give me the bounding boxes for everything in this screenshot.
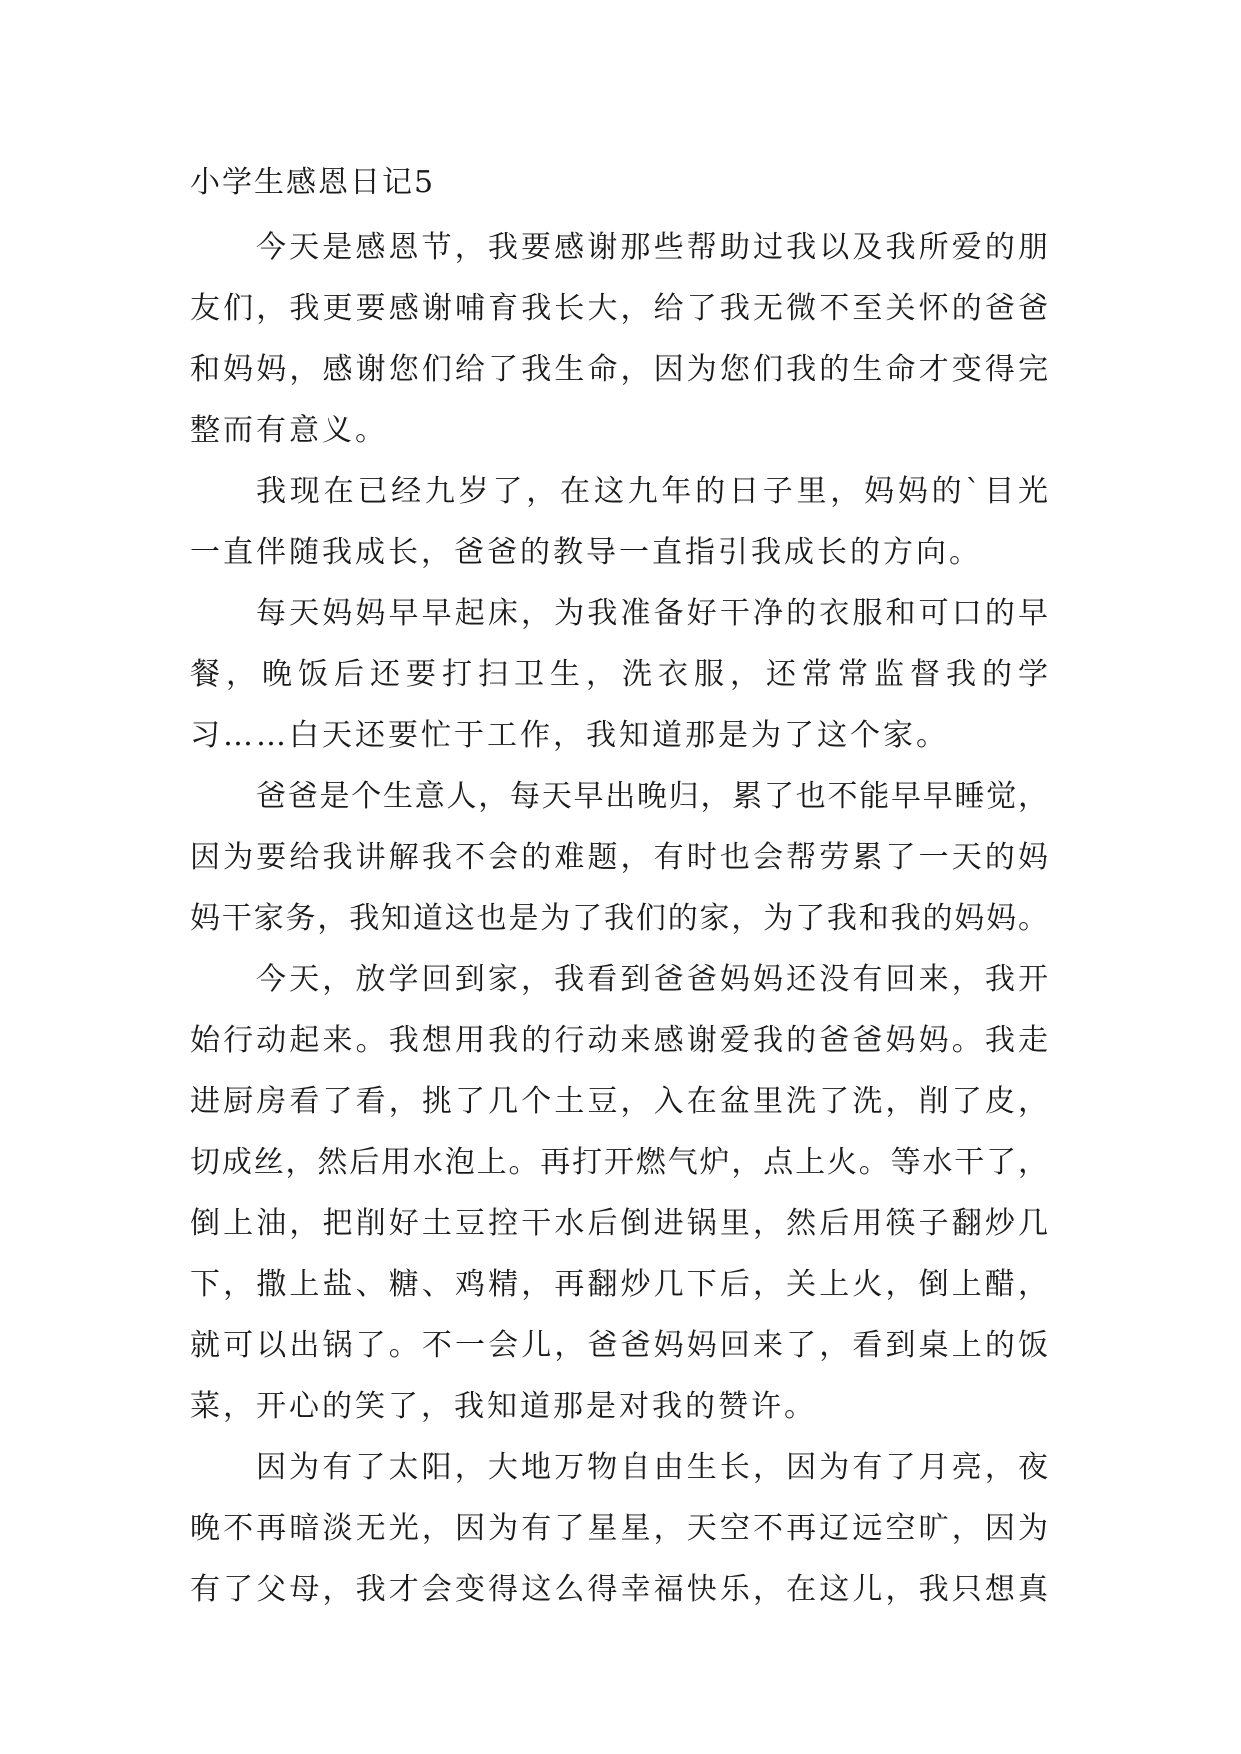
paragraph-5-line-4: 切成丝，然后用水泡上。再打开燃气炉，点上火。等水干了， [190,1145,1048,1180]
paragraph-5-line-1: 今天，放学回到家，我看到爸爸妈妈还没有回来，我开 [256,962,1048,997]
paragraph-5-line-5: 倒上油，把削好土豆控干水后倒进锅里，然后用筷子翻炒几 [190,1206,1048,1241]
paragraph-1-line-3: 和妈妈，感谢您们给了我生命，因为您们我的生命才变得完 [190,352,1048,387]
paragraph-6-line-2: 晚不再暗淡无光，因为有了星星，天空不再辽远空旷，因为 [190,1511,1048,1546]
paragraph-3-line-1: 每天妈妈早早起床，为我准备好干净的衣服和可口的早 [256,596,1048,631]
paragraph-6-line-3: 有了父母，我才会变得这么得幸福快乐，在这儿，我只想真 [190,1572,1048,1607]
document-title: 小学生感恩日记5 [190,165,436,200]
paragraph-1-line-2: 友们，我更要感谢哺育我长大，给了我无微不至关怀的爸爸 [190,291,1048,326]
paragraph-5-line-3: 进厨房看了看，挑了几个土豆，入在盆里洗了洗，削了皮， [190,1084,1048,1119]
paragraph-4-line-1: 爸爸是个生意人，每天早出晚归，累了也不能早早睡觉， [256,779,1048,814]
paragraph-5-line-2: 始行动起来。我想用我的行动来感谢爱我的爸爸妈妈。我走 [190,1023,1048,1058]
paragraph-5-line-6: 下，撒上盐、糖、鸡精，再翻炒几下后，关上火，倒上醋， [190,1267,1048,1302]
paragraph-4-line-2: 因为要给我讲解我不会的难题，有时也会帮劳累了一天的妈 [190,840,1048,875]
paragraph-3-line-2: 餐，晚饭后还要打扫卫生，洗衣服，还常常监督我的学 [190,657,1048,692]
paragraph-1-line-4: 整而有意义。 [190,413,388,448]
paragraph-3-line-3: 习……白天还要忙于工作，我知道那是为了这个家。 [190,718,949,753]
paragraph-2-line-1: 我现在已经九岁了，在这九年的日子里，妈妈的`目光 [256,474,1048,509]
paragraph-1-line-1: 今天是感恩节，我要感谢那些帮助过我以及我所爱的朋 [256,230,1048,265]
paragraph-6-line-1: 因为有了太阳，大地万物自由生长，因为有了月亮，夜 [256,1450,1048,1485]
paragraph-4-line-3: 妈干家务，我知道这也是为了我们的家，为了我和我的妈妈。 [190,901,1048,936]
paragraph-5-line-8: 菜，开心的笑了，我知道那是对我的赞许。 [190,1389,817,1424]
paragraph-2-line-2: 一直伴随我成长，爸爸的教导一直指引我成长的方向。 [190,535,982,570]
paragraph-5-line-7: 就可以出锅了。不一会儿，爸爸妈妈回来了，看到桌上的饭 [190,1328,1048,1363]
